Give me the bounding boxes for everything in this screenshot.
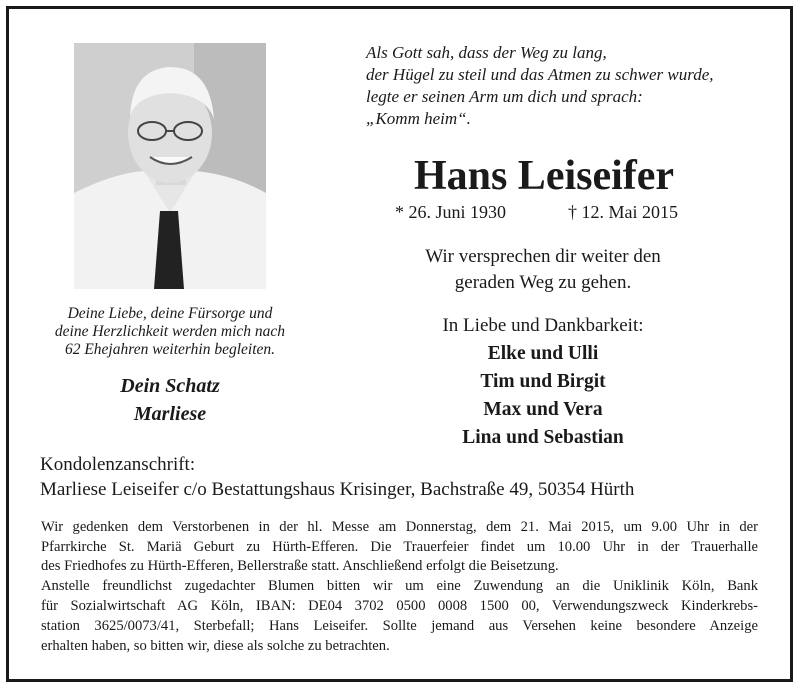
portrait-image [74,43,266,289]
birth-date: * 26. Juni 1930 [395,202,507,222]
notice-line: station 3625/0073/41, Sterbefall; Hans Leiseifer. Sollte jemand aus Versehen keine besondere Anzeige [41,618,758,634]
notice-line: Pfarrkirche St. Mariä Geburt zu Hürth-Efferen. Die Trauerfeier findet um 10.00 Uhr in der Trauerhalle [41,539,758,555]
notice-line: für Sozialwirtschaft AG Köln, IBAN: DE04 3702 0500 0008 1500 00, Verwendungszweck Kinderkrebs- [41,598,758,614]
notice-line: Anstelle freundlichst zugedachter Blumen bitten wir um eine Zuwendung an die Uniklinik Köln, Bank [41,578,758,594]
promise-line: geraden Weg zu gehen. [454,272,632,293]
poem-line: legte er seinen Arm um dich und sprach: [366,87,643,106]
caption-line: deine Herzlichkeit werden mich nach [54,323,286,340]
condolence-label: Kondolenzanschrift: [40,454,196,475]
promise-line: Wir versprechen dir weiter den [425,246,661,267]
notice-line: des Friedhofes zu Hürth-Efferen, Bellerstraße statt. Anschließend erfolgt die Beisetzung. [41,558,559,574]
notice-line: Wir gedenken dem Verstorbenen in der hl. Messe am Donnerstag, dem 21. Mai 2015, um 9.00 Uhr in der [41,519,758,535]
poem-line: Als Gott sah, dass der Weg zu lang, [366,43,607,62]
mourner-name: Tim und Birgit [480,371,606,392]
notice-line: erhalten haben, so bitten wir, diese als solche zu betrachten. [41,638,390,654]
mourner-name: Elke und Ulli [487,343,599,364]
mourner-name: Lina und Sebastian [462,427,624,448]
death-date: † 12. Mai 2015 [568,202,678,222]
deceased-name: Hans Leiseifer [413,153,675,199]
poem-line: der Hügel zu steil und das Atmen zu schwer wurde, [366,65,714,84]
poem-line: „Komm heim“. [366,109,471,128]
condolence-address: Marliese Leiseifer c/o Bestattungshaus Krisinger, Bachstraße 49, 50354 Hürth [40,479,635,500]
caption-line: 62 Ehejahren weiterhin begleiten. [64,341,276,358]
signature-line: Marliese [133,403,207,425]
caption-line: Deine Liebe, deine Fürsorge und [67,305,273,322]
thanks-heading: In Liebe und Dankbarkeit: [442,315,644,336]
portrait-photo [74,43,266,289]
mourner-name: Max und Vera [483,399,603,420]
signature-line: Dein Schatz [120,375,220,397]
